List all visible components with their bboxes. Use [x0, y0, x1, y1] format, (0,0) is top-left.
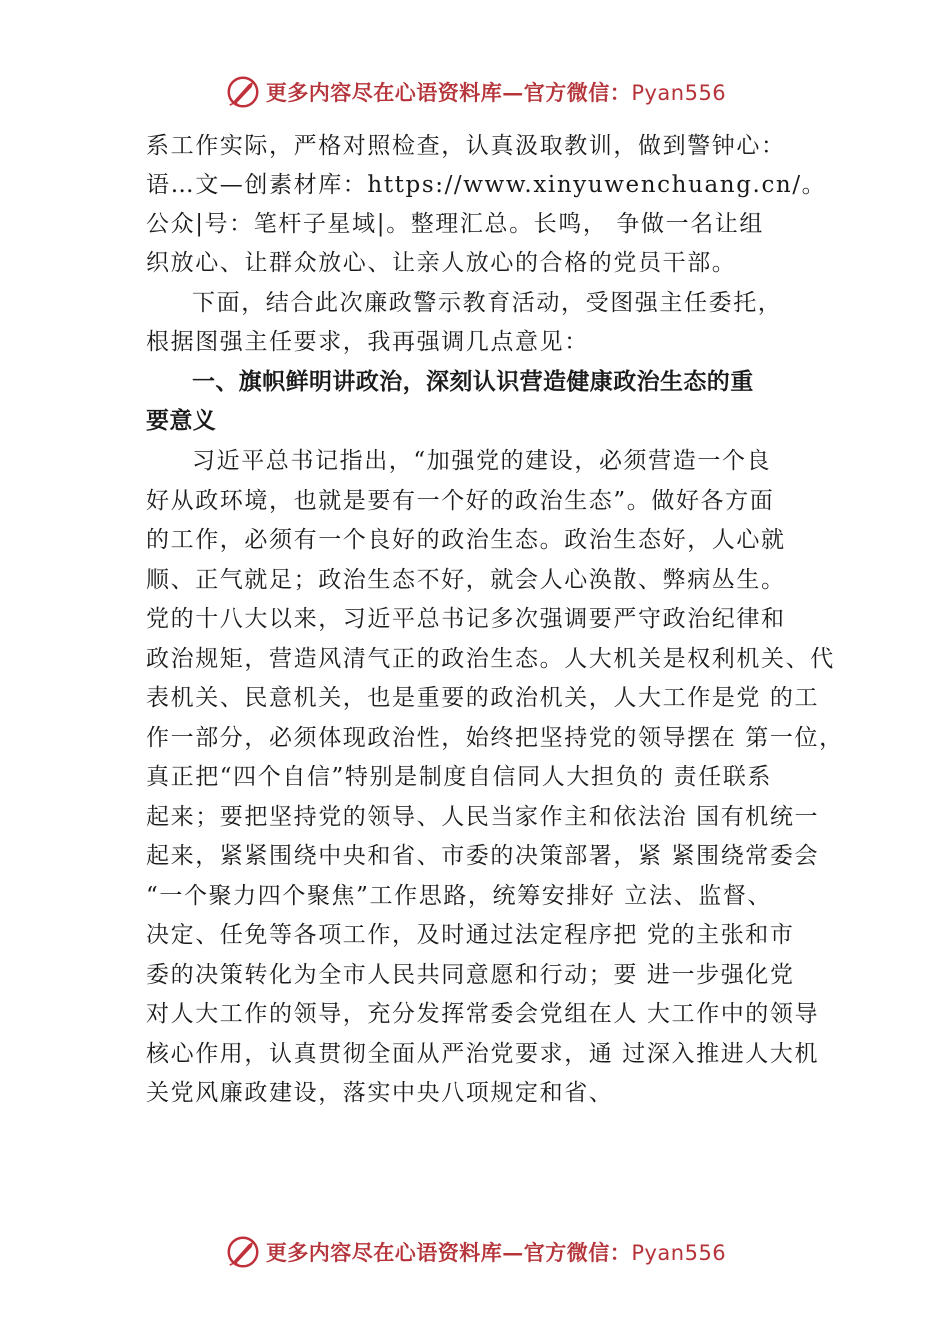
section-heading: 一、旗帜鲜明讲政治，深刻认识营造健康政治生态的重 [192, 369, 754, 395]
body-line: 党的十八大以来，习近平总书记多次强调要严守政治纪律和 [146, 606, 786, 632]
body-line: 起来，紧紧围绕中央和省、市委的决策部署，紧 紧围绕常委会 [146, 843, 820, 869]
body-line: 好从政环境，也就是要有一个好的政治生态”。做好各方面 [146, 488, 775, 514]
pen-nib-circle-icon [224, 1233, 262, 1271]
body-line: 真正把“四个自信”特别是制度自信同人大担负的 责任联系 [146, 764, 773, 790]
body-line: 委的决策转化为全市人民共同意愿和行动；要 进一步强化党 [146, 962, 795, 988]
body-line: 系工作实际，严格对照检查，认真汲取教训，做到警钟心： [146, 133, 786, 159]
body-line: 下面，结合此次廉政警示教育活动，受图强主任委托， [192, 290, 783, 316]
body-line: “一个聚力四个聚焦”工作思路，统筹安排好 立法、监督、 [146, 883, 773, 909]
body-line: 习近平总书记指出，“加强党的建设，必须营造一个良 [192, 448, 772, 474]
body-line: 决定、任免等各项工作，及时通过法定程序把 党的主张和市 [146, 922, 795, 948]
body-line: 的工作，必须有一个良好的政治生态。政治生态好，人心就 [146, 527, 786, 553]
section-heading-cont: 要意义 [146, 408, 217, 434]
banner-text: 更多内容尽在心语资料库—官方微信：Pyan556 [265, 80, 727, 105]
body-line: 表机关、民意机关，也是重要的政治机关，人大工作是党 的工 [146, 685, 820, 711]
body-line: 关党风廉政建设，落实中央八项规定和省、 [146, 1080, 614, 1106]
body-line: 织放心、让群众放心、让亲人放心的合格的党员干部。 [146, 250, 737, 276]
footer-banner [0, 1232, 950, 1272]
pen-nib-circle-icon [224, 73, 262, 111]
body-line: 公众|号：笔杆子星域|。整理汇总。长鸣， 争做一名让组 [146, 211, 765, 237]
body-line: 政治规矩，营造风清气正的政治生态。人大机关是权利机关、代 [146, 646, 835, 672]
banner-text: 更多内容尽在心语资料库—官方微信：Pyan556 [265, 1240, 727, 1265]
body-line: 起来；要把坚持党的领导、人民当家作主和依法治 国有机统一 [146, 804, 820, 830]
header-banner [0, 72, 950, 112]
body-line: 对人大工作的领导，充分发挥常委会党组在人 大工作中的领导 [146, 1001, 820, 1027]
body-line: 语…文—创素材库：https://www.xinyuwenchuang.cn/。 [146, 172, 827, 198]
body-line: 根据图强主任要求，我再强调几点意见： [146, 329, 589, 355]
body-line: 作一部分，必须体现政治性，始终把坚持党的领导摆在 第一位， [146, 725, 844, 751]
body-line: 顺、正气就足；政治生态不好，就会人心涣散、弊病丛生。 [146, 567, 786, 593]
body-line: 核心作用，认真贯彻全面从严治党要求，通 过深入推进人大机 [146, 1041, 820, 1067]
